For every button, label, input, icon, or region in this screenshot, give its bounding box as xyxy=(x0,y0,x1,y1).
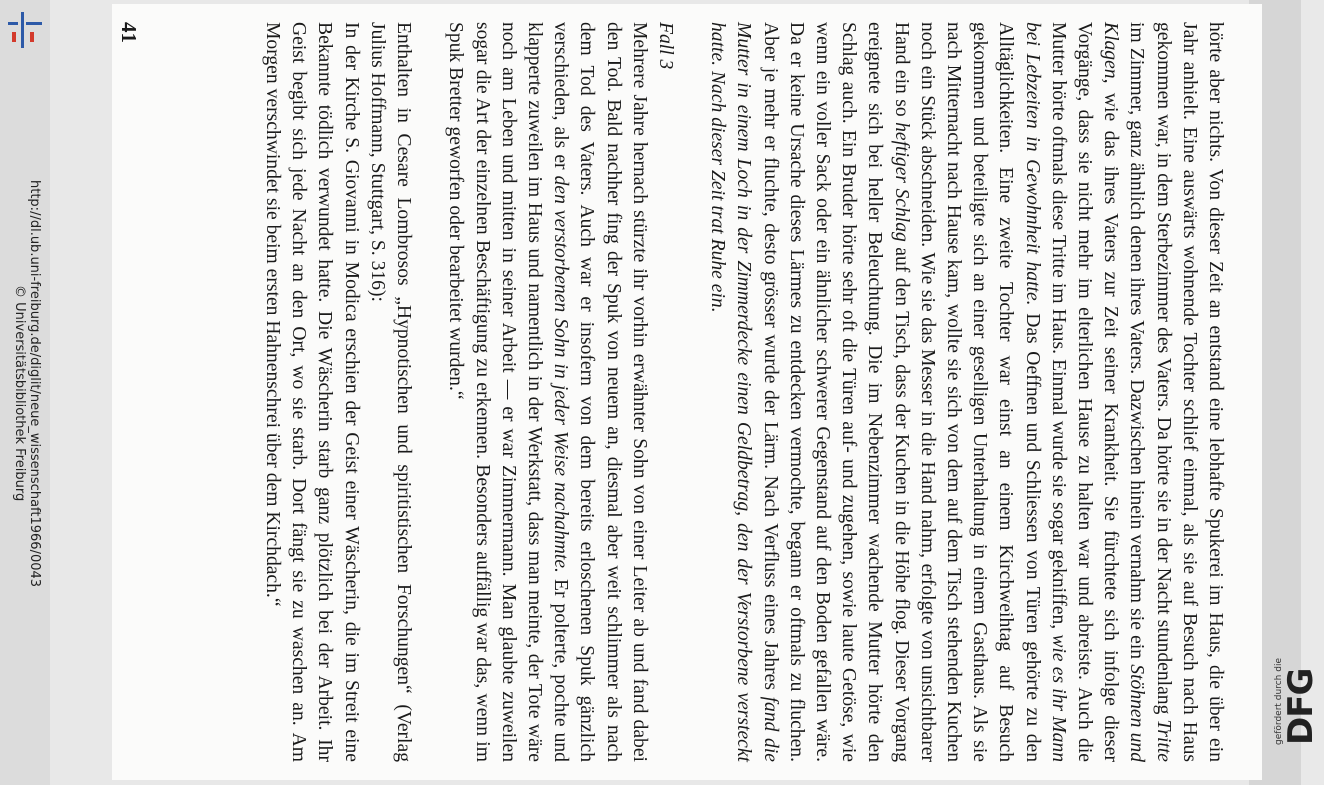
italic-text-run: fand die Mutter in einem Loch in der Zimmerdecke einen Geldbetrag, den der Verstorbene versteckt hatte. Nach dieser Zeit trat Ruhe ein. xyxy=(707,22,781,762)
italic-text-run: Tritte xyxy=(1152,719,1174,762)
dfg-logo-text: DFG xyxy=(1281,668,1321,745)
italic-text-run: den verstorbenen Sohn in jeder Weise nachahmte. xyxy=(550,175,572,573)
text-run: auf den Tisch, dass der Kuchen in die Höhe flog. Dieser Vorgang ereignete sich bei heller Beleuchtung. Die im Nebenzimmer wachende Mutter hörte den Schlag auch. Ein Bruder hörte sehr oft die Türen auf- und zugehen, sowie laute Getöse, wie wenn ein voller Sack oder ein ähnlicher schwerer Gegenstand auf den Boden gefallen wäre. Da er keine Ursache dieses Lärmes zu entdecken vermochte, begann er oftmals zu fluchen. Aber je mehr er fluchte, desto grösser wurde der Lärm. Nach Verfluss eines Jahres xyxy=(759,22,912,762)
paragraph-1 xyxy=(704,22,1228,762)
paragraph-gap xyxy=(678,22,704,762)
text-run: hörte aber nichts. Von dieser Zeit an entstand eine lebhafte Spukerei im Haus, die über ein Jahr anhielt. Eine auswärts wohnende Tochter schlief einmal, als sie auf Besuch nach Haus gekommen war, in dem Sterbezimmer des Vaters. Da hörte sie in der Nacht stundenlang xyxy=(1152,22,1226,762)
italic-text-run: heftiger Schlag xyxy=(890,122,912,242)
copyright-line: © Universitätsbibliothek Freiburg xyxy=(12,285,27,502)
text-run: Er polterte, pochte und klapperte zuweilen im Haus und namentlich in der Werkstatt, dass man meinte, der Tote wäre noch am Leben und mitten in seiner Arbeit — er war Zimmermann. Man glaubte zuweilen sogar die Art der einzelnen Beschäftigung zu erkennen. Besonders auffällig war das, wenn im Spuk Bretter geworfen oder bearbeitet wurden.“ xyxy=(445,22,572,762)
funding-text: gefördert durch die xyxy=(1274,658,1284,745)
section-heading: Fall 3 xyxy=(654,22,676,70)
text-run: im Zimmer, ganz ähnlich denen ihres Vaters. Dazwischen hinein vernahm sie ein xyxy=(1126,22,1148,665)
paragraph-4 xyxy=(259,22,364,762)
page-text xyxy=(98,22,1228,762)
italic-text-run: Stöhnen und Klagen, xyxy=(1100,22,1148,762)
dfg-logo xyxy=(1274,645,1324,745)
text-run: In der Kirche S. Giovanni in Modica erschien der Geist einer Wäscherin, die im Streit eine Bekannte tödlich verwundet hatte. Die Wäscherin starb ganz plötzlich bei der Arbeit. Ihr Geist begibt sich jede Nacht an den Ort, wo sie starb. Dort fängt sie zu waschen an. Am Morgen verschwindet sie beim ersten Hahnenschrei über dem Kirchdach.“ xyxy=(262,22,362,762)
page-number: 41 xyxy=(117,22,141,43)
text-run: Enthalten in Cesare Lombrosos „Hypnotischen und spiritistischen Forschungen“ (Verlag Julius Hoffmann, Stuttgart, S. 316): xyxy=(366,22,415,762)
paragraph-3 xyxy=(364,22,416,762)
text-run: wie das ihres Vaters zur Zeit seiner Krankheit. Sie fürchtete sich infolge dieser Vorgänge, dass sie nicht mehr im elterlichen Hause zu halten war und abreiste. Auch die Mutter hörte oftmals diese Tritte im Haus. Einmal wurde sie sogar gekniffen, xyxy=(1047,22,1122,762)
paragraph-2 xyxy=(442,22,652,762)
source-url[interactable]: http://dl.ub.uni-freiburg.de/diglit/neue_wissenschaft1966/0043 xyxy=(27,180,42,588)
library-logo-icon xyxy=(6,8,44,52)
text-run: Das Oeffnen und Schliessen von Türen gehörte zu den Alltäglichkeiten. Eine zweite Tochter war einst an einem Kirchweihtag auf Besuch gekommen und beteiligte sich an einer geselligen Unterhaltung in einem Gasthaus. Als sie nach Mitternacht nach Hause kam, wollte sie sich von dem auf dem Tisch stehenden Kuchen noch ein Stück abschneiden. Wie sie das Messer in die Hand nahm, erfolgte von unsichtbarer Hand ein so xyxy=(890,22,1043,762)
text-run: Mehrere Jahre hernach stürzte ihr vorhin erwähnter Sohn von einer Leiter ab und fand dabei den Tod. Bald nachher fing der Spuk von neuem an, diesmal aber weit schlimmer als nach dem Tod des Vaters. Auch war er insofern von dem bereits erloschenen Spuk gänzlich verschieden, als er xyxy=(550,22,650,762)
italic-text-run: wie es ihr Mann bei Lebzeiten in Gewohnheit hatte. xyxy=(1021,22,1069,762)
paragraph-gap xyxy=(416,22,442,762)
